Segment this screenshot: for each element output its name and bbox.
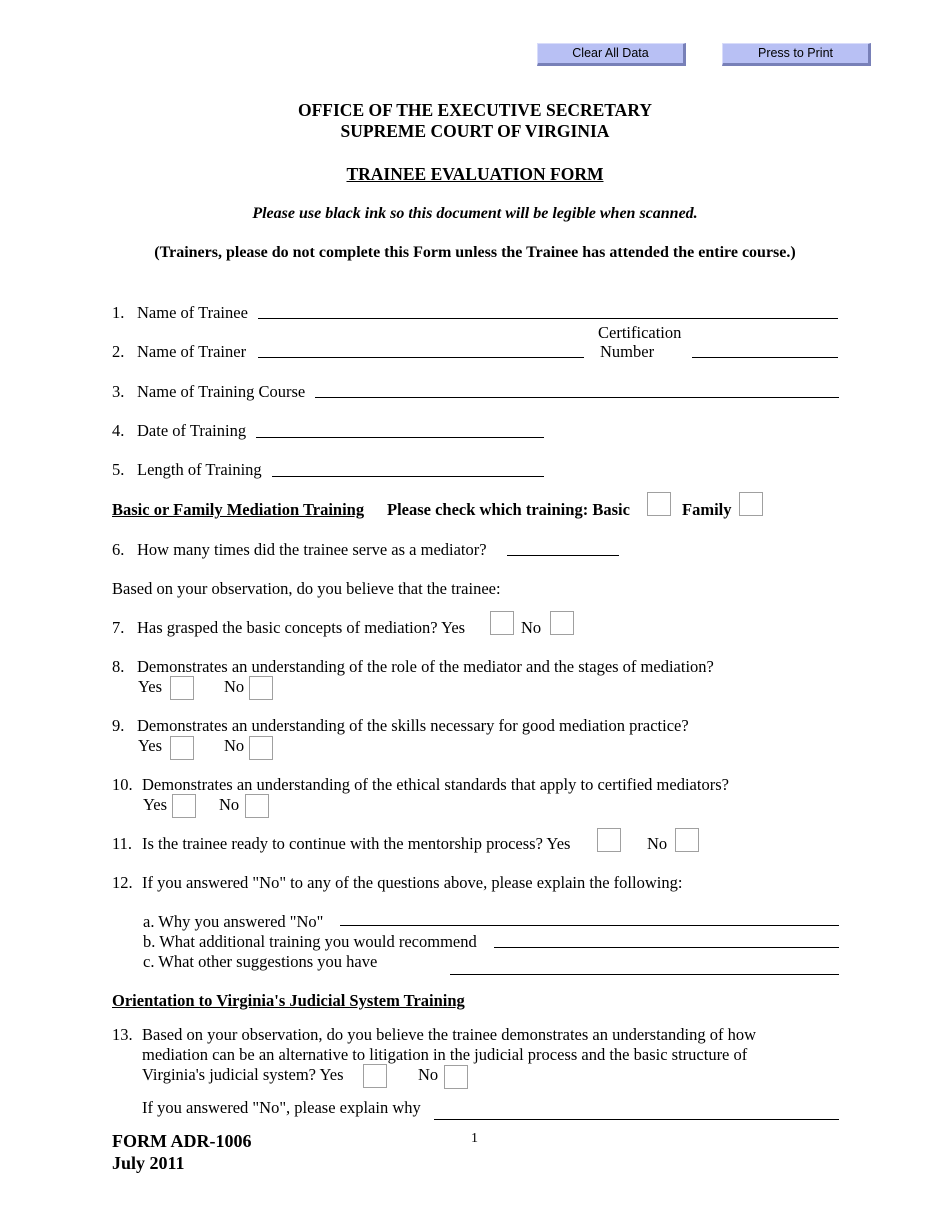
q7-no-checkbox[interactable]	[550, 611, 574, 635]
basic-checkbox[interactable]	[647, 492, 671, 516]
q9-no-label: No	[224, 736, 245, 755]
family-label: Family	[682, 500, 732, 519]
q8-text: Demonstrates an understanding of the role of the mediator and the stages of mediation?	[137, 657, 714, 676]
q11-number: 11.	[112, 834, 133, 853]
training-course-field[interactable]	[315, 397, 839, 398]
times-served-field[interactable]	[507, 555, 619, 556]
certification-number-field[interactable]	[692, 357, 838, 358]
date-of-training-field[interactable]	[256, 437, 544, 438]
q6-text: How many times did the trainee serve as a mediator?	[137, 540, 487, 559]
trainer-name-field[interactable]	[258, 357, 584, 358]
q11-yes-checkbox[interactable]	[597, 828, 621, 852]
training-type-heading: Basic or Family Mediation Training	[112, 500, 365, 519]
why-answered-no-field[interactable]	[340, 925, 839, 926]
number-label: Number	[600, 342, 655, 361]
press-to-print-button[interactable]: Press to Print	[722, 43, 871, 66]
q6-number: 6.	[112, 540, 125, 559]
q12-number: 12.	[112, 873, 133, 892]
q11-no-label: No	[647, 834, 668, 853]
training-type-prompt: Please check which training: Basic	[387, 500, 630, 519]
office-heading: OFFICE OF THE EXECUTIVE SECRETARY	[298, 100, 652, 120]
q10-yes-label: Yes	[143, 795, 168, 814]
q4-label: Date of Training	[137, 421, 247, 440]
q7-number: 7.	[112, 618, 125, 637]
certification-label: Certification	[598, 323, 682, 342]
court-heading: SUPREME COURT OF VIRGINIA	[340, 121, 610, 141]
orientation-heading: Orientation to Virginia's Judicial System Training	[112, 991, 465, 1010]
page-number: 1	[471, 1131, 478, 1146]
q12-text: If you answered "No" to any of the questions above, please explain the following:	[142, 873, 683, 892]
q7-yes-checkbox[interactable]	[490, 611, 514, 635]
explain-why-field[interactable]	[434, 1119, 839, 1120]
q8-no-label: No	[224, 677, 245, 696]
additional-training-field[interactable]	[494, 947, 839, 948]
clear-all-data-button[interactable]: Clear All Data	[537, 43, 686, 66]
q9-yes-label: Yes	[138, 736, 163, 755]
q10-yes-checkbox[interactable]	[172, 794, 196, 818]
q13-line1: Based on your observation, do you believe the trainee demonstrates an understanding of how	[142, 1025, 757, 1044]
q12b-label: b. What additional training you would recommend	[143, 932, 477, 951]
q1-label: Name of Trainee	[137, 303, 248, 322]
q8-yes-checkbox[interactable]	[170, 676, 194, 700]
q9-number: 9.	[112, 716, 125, 735]
trainee-name-field[interactable]	[258, 318, 838, 319]
form-number: FORM ADR-1006	[112, 1131, 252, 1151]
q13-yes-checkbox[interactable]	[363, 1064, 387, 1088]
explain-why-label: If you answered "No", please explain why	[142, 1098, 421, 1117]
family-checkbox[interactable]	[739, 492, 763, 516]
form-title: TRAINEE EVALUATION FORM	[346, 164, 604, 184]
q12a-label: a. Why you answered "No"	[143, 912, 324, 931]
q7-no-label: No	[521, 618, 542, 637]
q13-number: 13.	[112, 1025, 133, 1044]
q10-no-label: No	[219, 795, 240, 814]
q3-label: Name of Training Course	[137, 382, 306, 401]
q13-no-label: No	[418, 1065, 439, 1084]
q11-no-checkbox[interactable]	[675, 828, 699, 852]
q9-yes-checkbox[interactable]	[170, 736, 194, 760]
q5-number: 5.	[112, 460, 125, 479]
form-date: July 2011	[112, 1153, 185, 1173]
q8-yes-label: Yes	[138, 677, 163, 696]
form-title-wrap	[0, 164, 950, 185]
q8-no-checkbox[interactable]	[249, 676, 273, 700]
ink-note: Please use black ink so this document will be legible when scanned.	[252, 205, 698, 222]
q8-number: 8.	[112, 657, 125, 676]
q13-no-checkbox[interactable]	[444, 1065, 468, 1089]
q7-text: Has grasped the basic concepts of mediation? Yes	[137, 618, 466, 637]
q2-label: Name of Trainer	[137, 342, 247, 361]
q13-line3: Virginia's judicial system? Yes	[142, 1065, 344, 1084]
q10-text: Demonstrates an understanding of the ethical standards that apply to certified mediators?	[142, 775, 729, 794]
other-suggestions-field[interactable]	[450, 974, 839, 975]
q13-line2: mediation can be an alternative to litigation in the judicial process and the basic structure of	[142, 1045, 748, 1064]
observation-intro: Based on your observation, do you believe that the trainee:	[112, 579, 501, 598]
q3-number: 3.	[112, 382, 125, 401]
q9-no-checkbox[interactable]	[249, 736, 273, 760]
q5-label: Length of Training	[137, 460, 262, 479]
q9-text: Demonstrates an understanding of the skills necessary for good mediation practice?	[137, 716, 689, 735]
length-of-training-field[interactable]	[272, 476, 544, 477]
trainer-note: (Trainers, please do not complete this Form unless the Trainee has attended the entire course.)	[154, 244, 796, 261]
q11-text: Is the trainee ready to continue with the mentorship process? Yes	[142, 834, 571, 853]
q2-number: 2.	[112, 342, 125, 361]
q4-number: 4.	[112, 421, 125, 440]
q12c-label: c. What other suggestions you have	[143, 952, 378, 971]
q10-number: 10.	[112, 775, 133, 794]
q1-number: 1.	[112, 303, 125, 322]
q10-no-checkbox[interactable]	[245, 794, 269, 818]
